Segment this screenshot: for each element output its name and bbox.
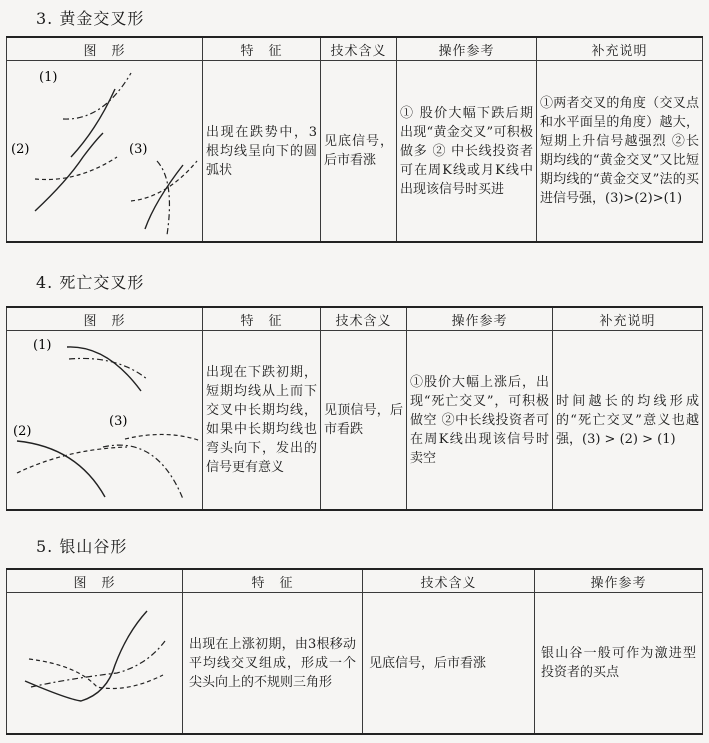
long-ma-line [31,641,165,687]
death-cross-diagram [7,331,203,509]
meaning-text: 见底信号，后市看涨 [369,655,487,671]
table-row [7,593,703,735]
header-operation: 操作参考 [407,307,553,331]
medium-ma-line [29,659,163,689]
header-operation: 操作参考 [397,37,537,61]
note-cell [537,61,703,243]
short-ma-line [17,441,105,497]
feature-text: 出现在下跌初期，短期均线从上而下交叉中长期均线，如果中长期均线也弯头向下，发出的信号更有意义 [206,365,317,475]
header-figure: 图 形 [7,307,203,331]
header-meaning: 技术含义 [321,37,397,61]
feature-text: 出现在上涨初期，由3根移动平均线交叉组成，形成一个尖头向上的不规则三角形 [189,636,356,690]
meaning-cell [321,331,407,511]
long-ma-line [157,161,169,235]
table-row [7,61,703,243]
death-cross-figure [7,331,203,511]
figure-label-1: (1) [33,338,52,353]
section-title-death-cross: 4. 死亡交叉形 [36,273,145,292]
table-header-row [7,307,703,331]
operation-text: 银山谷一般可作为激进型投资者的买点 [541,646,696,680]
medium-ma-line [125,434,201,441]
header-figure: 图 形 [7,569,183,593]
figure-label-2: (2) [13,424,32,439]
note-text: 时间越长的均线形成的“死亡交叉”意义也越强，(3) > (2) > (1) [556,393,699,447]
figure-label-3: (3) [129,142,148,157]
meaning-text: 见顶信号，后市看跌 [324,403,403,437]
short-ma-line [67,347,141,391]
header-figure: 图 形 [7,37,203,61]
operation-text: ① 股价大幅下跌后期出现“黄金交叉”可积极做多 ② 中长线投资者可在周K线或月K线中出现该信号时买进 [400,105,533,197]
feature-cell [203,331,321,511]
silver-valley-diagram [7,593,183,733]
medium-ma-line [35,157,117,180]
figure-label-3: (3) [109,414,128,429]
figure-label-1: (1) [39,70,58,85]
feature-text: 出现在跌势中，3根均线呈向下的圆弧状 [206,124,317,178]
long-ma-line [63,73,131,119]
note-cell [553,331,703,511]
header-note: 补充说明 [553,307,703,331]
section-title-golden-cross: 3. 黄金交叉形 [36,9,145,28]
table-header-row [7,569,703,593]
golden-cross-diagram [7,61,203,241]
medium-ma-line [131,161,197,201]
operation-cell [535,593,703,735]
operation-cell [397,61,537,243]
header-note: 补充说明 [537,37,703,61]
header-meaning: 技术含义 [363,569,535,593]
header-operation: 操作参考 [535,569,703,593]
header-feature: 特 征 [183,569,363,593]
short-ma-line [145,165,183,229]
golden-cross-table [6,36,703,243]
header-feature: 特 征 [203,307,321,331]
table-row [7,331,703,511]
death-cross-table [6,306,703,511]
operation-cell [407,331,553,511]
meaning-cell [363,593,535,735]
feature-cell [203,61,321,243]
meaning-text: 见底信号，后市看涨 [324,134,393,168]
golden-cross-figure [7,61,203,243]
header-feature: 特 征 [203,37,321,61]
operation-text: ①股价大幅上涨后，出现“死亡交叉”，可积极做空 ②中长线投资者可在周K线出现该信号时卖空 [410,374,549,466]
figure-label-2: (2) [11,142,30,157]
table-header-row [7,37,703,61]
header-meaning: 技术含义 [321,307,407,331]
silver-valley-table [6,568,703,735]
short-ma-line [35,133,103,211]
silver-valley-figure [7,593,183,735]
meaning-cell [321,61,397,243]
note-text: ①两者交叉的角度（交叉点和水平面呈的角度）越大，短期上升信号越强烈 ②长期均线的“黄金交叉”又比短期均线的“黄金交叉”法的买进信号强，(3)>(2)>(1) [540,96,699,206]
long-ma-line [103,445,183,499]
feature-cell [183,593,363,735]
short-ma-line [71,89,115,157]
section-title-silver-valley: 5. 银山谷形 [36,537,128,556]
long-ma-line [69,358,147,379]
